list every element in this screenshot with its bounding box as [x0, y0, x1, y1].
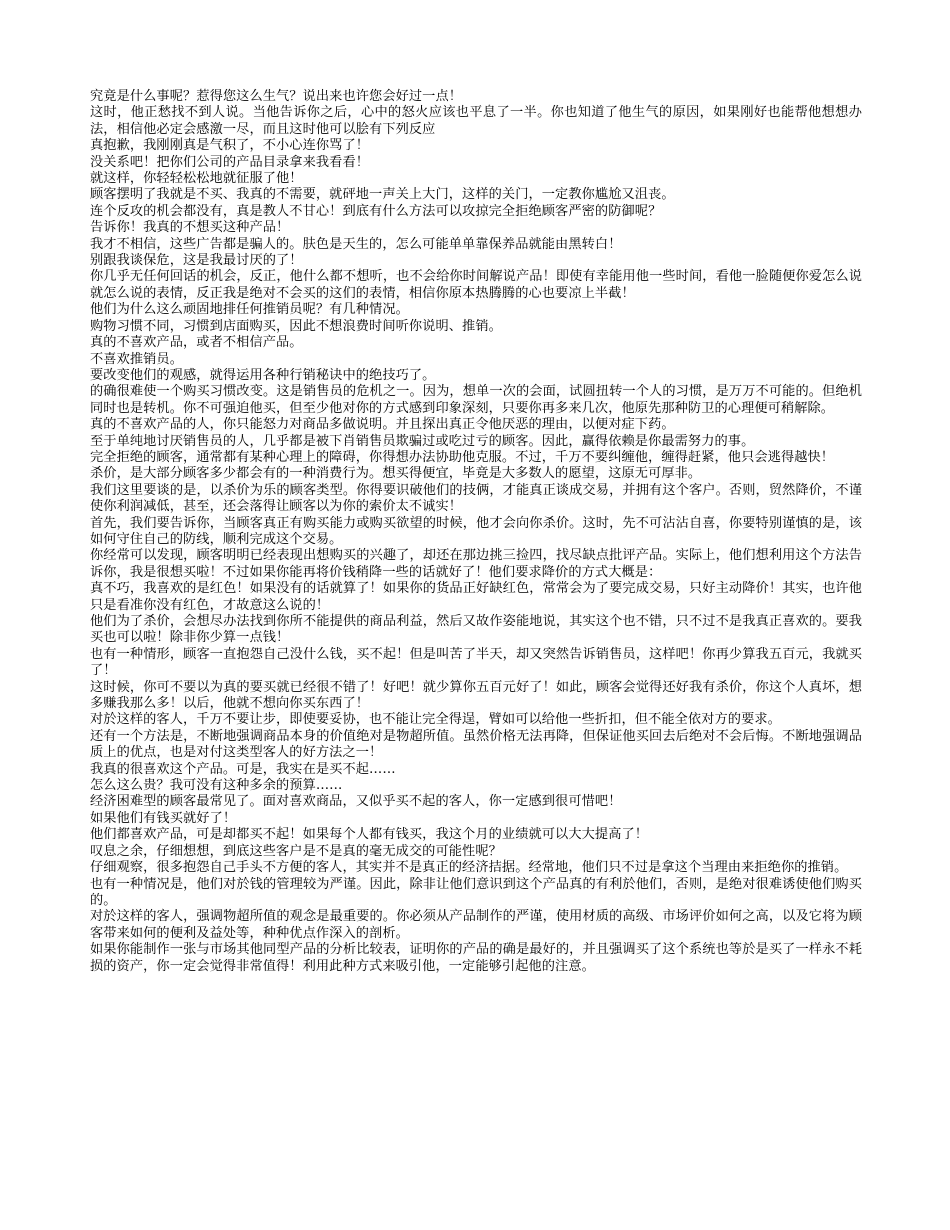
paragraph: 还有一个方法是，不断地强调商品本身的价值绝对是物超所值。虽然价格无法再降，但保证他买回去后绝对不会后悔。不断地强调品质上的优点，也是对付这类型客人的好方法之一！: [90, 728, 862, 761]
paragraph: 不喜欢推销员。: [90, 351, 184, 367]
paragraph: 我们这里要谈的是，以杀价为乐的顾客类型。你得要识破他们的技俩，才能真正谈成交易，并拥有这个客户。否则，贸然降价，不谨使你利润减低，甚至，还会落得让顾客以为你的索价太不诚实！: [90, 482, 862, 515]
paragraph: 购物习惯不同，习惯到店面购买，因此不想浪费时间听你说明、推销。: [90, 318, 502, 334]
paragraph: 的确很难使一个购买习惯改变。这是销售员的危机之一。因为，想单一次的会面，试圆扭转一个人的习惯，是万万不可能的。但绝机同时也是转机。你不可强迫他买，但至少他对你的方式感到印象深刻，只要你再多来几次，他原先那种防卫的心理便可稍解除。: [90, 384, 862, 416]
paragraph: 真的不喜欢产品，或者不相信产品。: [90, 335, 303, 351]
paragraph: 真不巧，我喜欢的是红色！如果没有的话就算了！如果你的货品正好缺红色，常常会为了要完成交易，只好主动降价！其实，也许他只是看准你没有红色，才故意这么说的！: [90, 581, 862, 613]
paragraph: 顾客摆明了我就是不买、我真的不需要，就砰地一声关上大门，这样的关门，一定教你尴尬又沮丧。: [90, 187, 675, 203]
paragraph: 首先，我们要告诉你，当顾客真正有购买能力或购买欲望的时候，他才会向你杀价。这时，先不可沾沾自喜，你要特别谨慎的是，该如何守住自己的防线，顺利完成这个交易。: [90, 515, 862, 547]
paragraph: 他们为什么这么顽固地排任何推销员呢？有几种情况。: [90, 302, 409, 318]
paragraph: 我真的很喜欢这个产品。可是，我实在是买不起……: [90, 761, 396, 777]
paragraph: 告诉你！我真的不想买这种产品！: [90, 220, 290, 236]
paragraph: 真抱歉，我刚刚真是气积了，不小心连你骂了！: [90, 138, 370, 154]
paragraph: 也有一种情形，顾客一直抱怨自己没什么钱，买不起！但是叫苦了半天，却又突然告诉销售员，这样吧！你再少算我五百元，我就买了！: [90, 646, 862, 679]
paragraph: 对於这样的客人，强调物超所值的观念是最重要的。你必须从产品制作的严谨，使用材质的高级、市场评价如何之高，以及它将为顾客带来如何的便利及益处等，种种优点作深入的剖析。: [90, 909, 862, 941]
paragraph: 他们为了杀价，会想尽办法找到你所不能提供的商品利益，然后又故作姿能地说，其实这个也不错，只不过不是我真正喜欢的。要我买也可以啦！除非你少算一点钱！: [90, 614, 862, 646]
paragraph: 究竟是什么事呢？惹得您这么生气？说出来也许您会好过一点！: [90, 89, 463, 104]
paragraph: 这时，他正愁找不到人说。当他告诉你之后，心中的怒火应该也平息了一半。你也知道了他生气的原因，如果刚好也能帮他想想办法，相信他必定会感激一尽，而且这时他可以脍有下列反应: [90, 105, 862, 137]
paragraph: 要改变他们的观感，就得运用各种行销秘诀中的绝技巧了。: [90, 367, 436, 383]
paragraph: 叹息之余，仔细想想，到底这些客户是不是真的毫无成交的可能性呢？: [90, 843, 502, 859]
paragraph: 他们都喜欢产品，可是却都买不起！如果每个人都有钱买，我这个月的业绩就可以大大提高了！: [90, 827, 649, 843]
paragraph: 对於这样的客人，千万不要让步，即使要妥协，也不能让完全得逞，臂如可以给他一些折扣，但不能全依对方的要求。: [90, 712, 781, 728]
paragraph: 真的不喜欢产品的人，你只能怒力对商品多做说明。并且探出真正令他厌恶的理由，以便对症下药。: [90, 417, 675, 433]
paragraph: 连个反攻的机会都没有，真是教人不甘心！到底有什么方法可以攻掠完全拒绝顾客严密的防御呢？: [90, 203, 662, 219]
paragraph: 这时候，你可不要以为真的要买就已经很不错了！好吧！就少算你五百元好了！如此，顾客会觉得还好我有杀价，你这个人真坏，想多赚我那么多！以后，他就不想向你买东西了！: [90, 679, 862, 712]
document-page: [90, 89, 862, 975]
paragraph: 如果你能制作一张与市场其他同型产品的分析比较表，证明你的产品的确是最好的，并且强调买了这个系统也等於是买了一样永不耗损的资产，你一定会觉得非常值得！利用此种方式来吸引他，一定能够引起他的注意。: [90, 942, 862, 974]
paragraph: 仔细观察，很多抱怨自己手头不方便的客人，其实并不是真正的经济拮据。经常地，他们只不过是拿这个当理由来拒绝你的推销。: [90, 860, 848, 876]
paragraph: 怎么这么贵？我可没有这种多余的预算……: [90, 778, 343, 794]
paragraph: 杀价，是大部分顾客多少都会有的一种消费行为。想买得便宜，毕竟是大多数人的愿望，这原无可厚非。: [90, 466, 702, 482]
paragraph: 如果他们有钱买就好了！: [90, 810, 237, 826]
paragraph: 就这样，你轻轻松松地就征服了他！: [90, 171, 303, 187]
paragraph: 你几乎无任何回话的机会，反正，他什么都不想听，也不会给你时间解说产品！即使有幸能用他一些时间，看他一脸随便你爱怎么说就怎么说的表情，反正我是绝对不会买的这们的表情，相信你原本热腾腾的心也要凉上半截！: [90, 269, 862, 301]
paragraph: 我才不相信，这些广告都是骗人的。肤色是天生的，怎么可能单单靠保养品就能由黑转白！: [90, 236, 622, 252]
paragraph: 经济困难型的顾客最常见了。面对喜欢商品，又似乎买不起的客人，你一定感到很可惜吧！: [90, 794, 622, 810]
paragraph: 也有一种情况是，他们对於钱的管理较为严谨。因此，除非让他们意识到这个产品真的有利於他们，否则，是绝对很难诱使他们购买的。: [90, 876, 862, 908]
paragraph: 别跟我谈保危，这是我最讨厌的了！: [90, 253, 303, 269]
paragraph: 没关系吧！把你们公司的产品目录拿来我看看！: [90, 154, 370, 170]
paragraph: 至于单纯地讨厌销售员的人，几乎都是被下肖销售员欺骗过或吃过亏的顾客。因此，赢得依赖是你最需努力的事。: [90, 433, 755, 449]
paragraph: 你经常可以发现，顾客明明已经表现出想购买的兴趣了，却还在那边挑三捡四，找尽缺点批评产品。实际上，他们想利用这个方法告诉你，我是很想买啦！不过如果你能再将价钱稍降一些的话就好了！他们要求降价的方式大概是：: [90, 548, 862, 580]
paragraph: 完全拒绝的顾客，通常都有某种心理上的障碍，你得想办法协助他克服。不过，千万不要纠缠他，缠得赶紧，他只会逃得越快！: [90, 449, 835, 465]
